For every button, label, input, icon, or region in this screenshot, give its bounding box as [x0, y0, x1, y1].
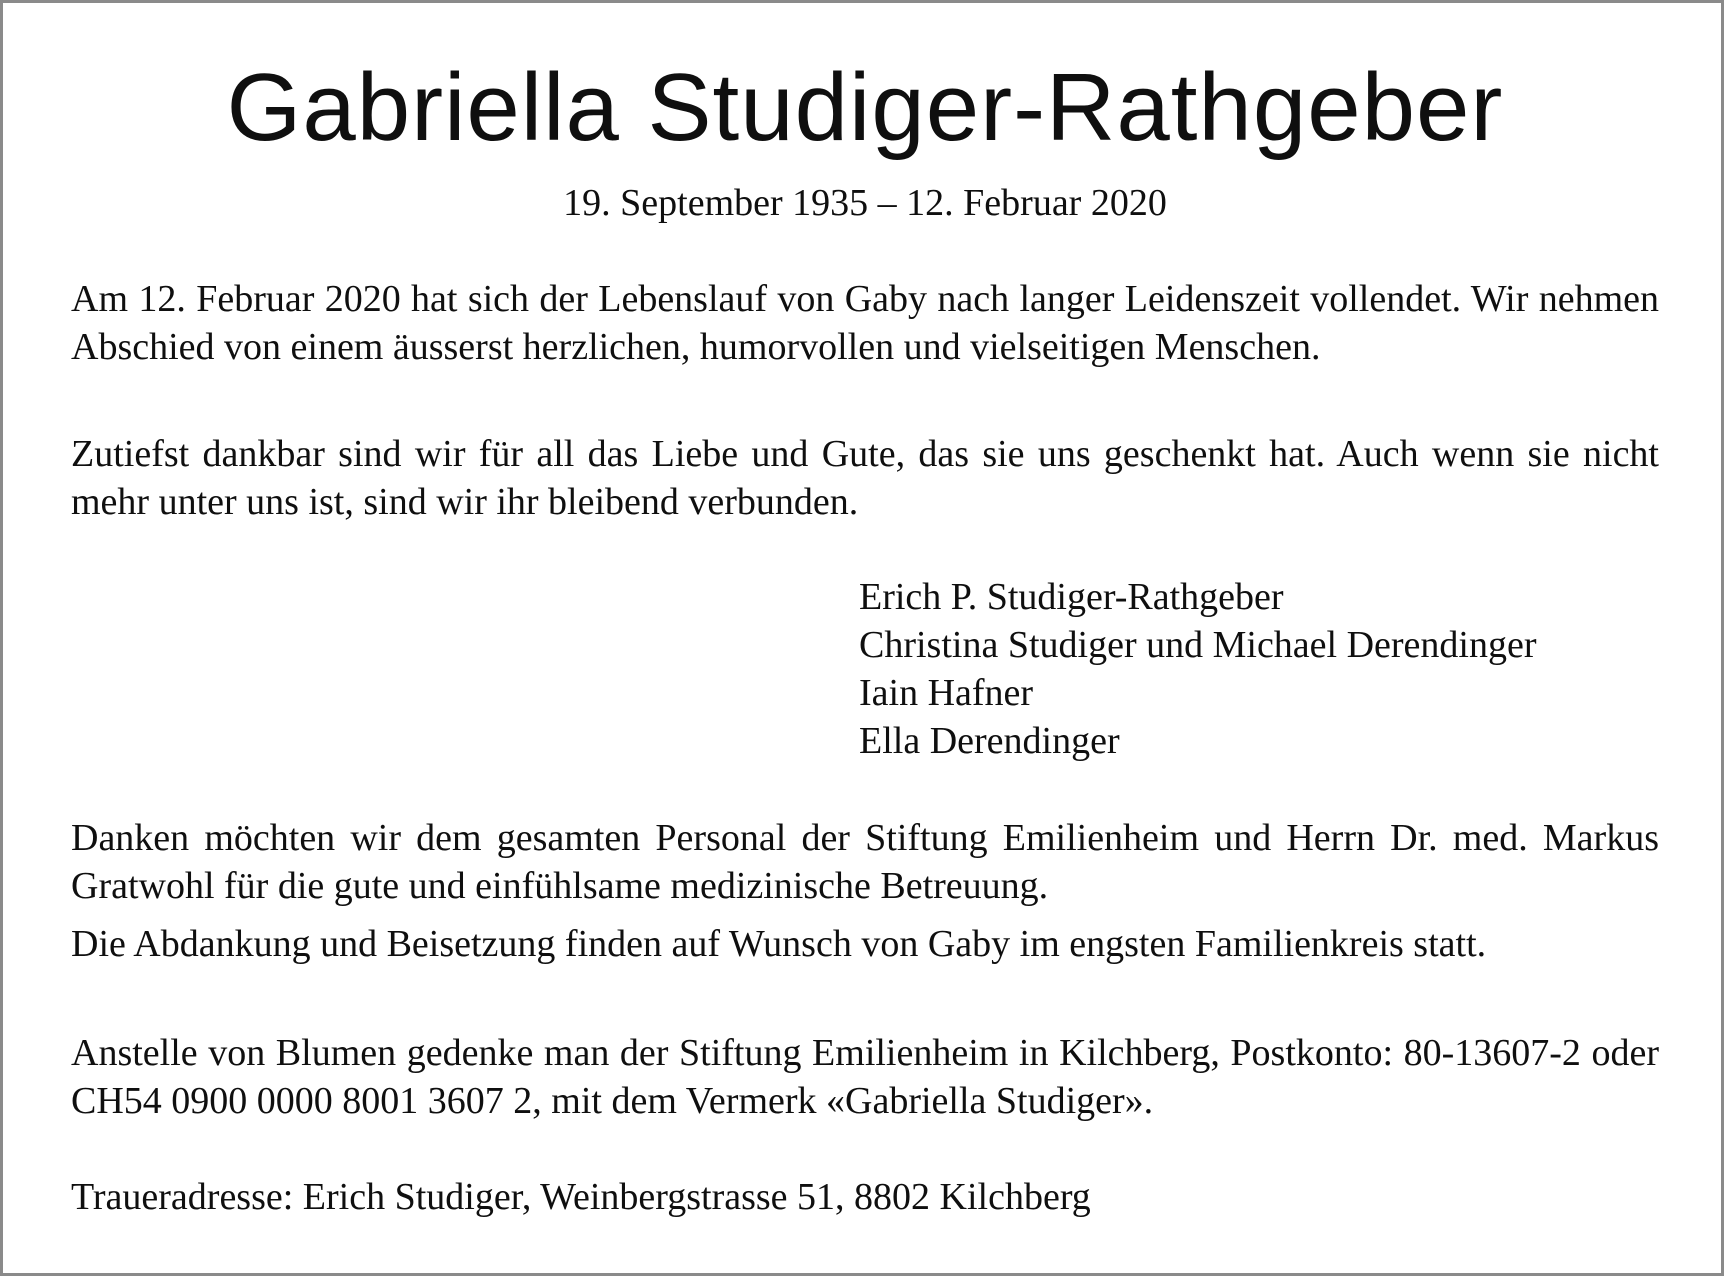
- paragraph-funeral: Die Abdankung und Beisetzung finden auf Wunsch von Gaby im engsten Familienkreis statt.: [71, 923, 1487, 965]
- paragraph-donation: Anstelle von Blumen gedenke man der Stiftung Emilienheim in Kilchberg, Postkonto: 80-13607-2 oder CH54 0900 0000 8001 3607 2, mit dem Vermerk «Gabriella Studiger».: [71, 1032, 1659, 1122]
- signer-name: Iain Hafner: [859, 672, 1034, 714]
- paragraph-farewell: Am 12. Februar 2020 hat sich der Lebenslauf von Gaby nach langer Leidenszeit vollendet. Wir nehmen Abschied von einem äusserst herzlichen, humorvollen und vielseitigen Menschen.: [71, 278, 1659, 368]
- signer-name: Christina Studiger und Michael Derendinger: [859, 624, 1537, 666]
- signer-name: Erich P. Studiger-Rathgeber: [859, 576, 1284, 618]
- paragraph-gratitude: Zutiefst dankbar sind wir für all das Liebe und Gute, das sie uns geschenkt hat. Auch wenn sie nicht mehr unter uns ist, sind wir ihr bleibend verbunden.: [71, 433, 1659, 523]
- deceased-name: Gabriella Studiger-Rathgeber: [226, 54, 1504, 161]
- life-dates: 19. September 1935 – 12. Februar 2020: [563, 182, 1167, 224]
- signers-list: [859, 573, 1537, 765]
- mourning-address: Traueradresse: Erich Studiger, Weinbergstrasse 51, 8802 Kilchberg: [71, 1176, 1091, 1218]
- signer-name: Ella Derendinger: [859, 720, 1120, 762]
- paragraph-thanks: Danken möchten wir dem gesamten Personal der Stiftung Emilienheim und Herrn Dr. med. Markus Gratwohl für die gute und einfühlsame medizinische Betreuung.: [71, 817, 1659, 907]
